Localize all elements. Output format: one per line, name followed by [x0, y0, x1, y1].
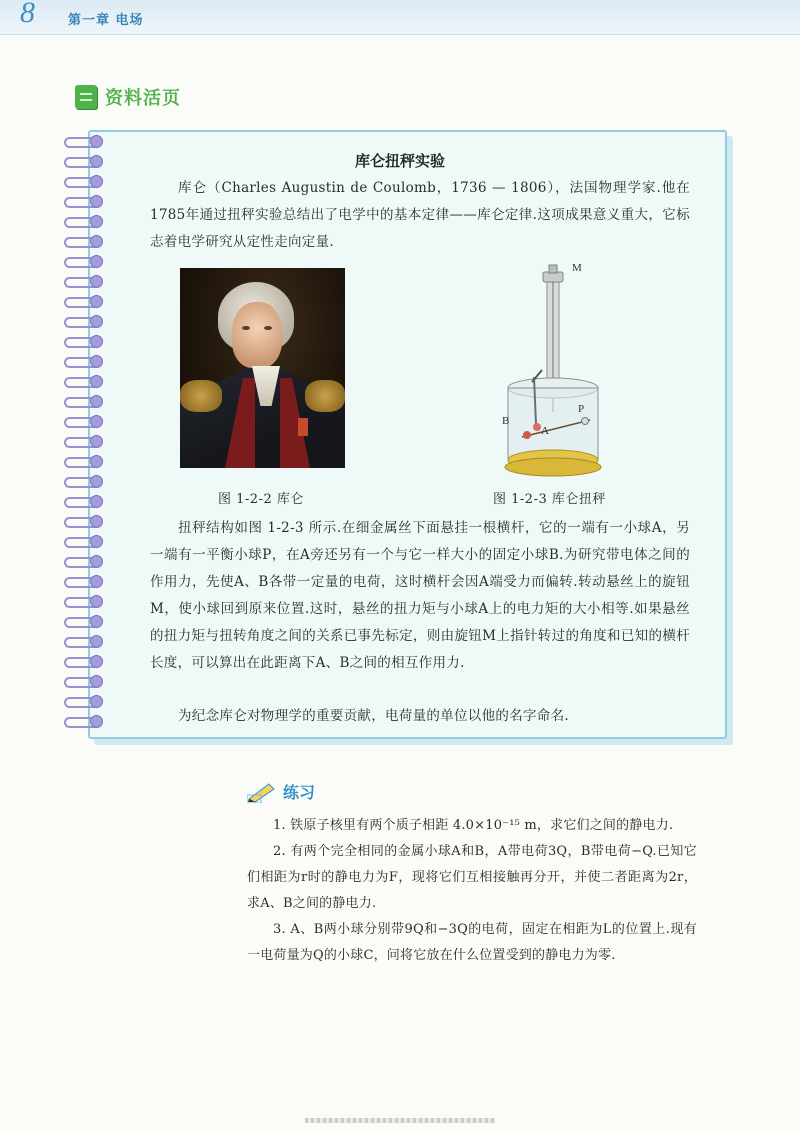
binding-ring	[60, 293, 112, 308]
binding-ring	[60, 213, 112, 228]
binding-ring	[60, 353, 112, 368]
page-header	[0, 0, 800, 35]
binding-ring	[60, 433, 112, 448]
binding-ring	[60, 393, 112, 408]
exercise-list	[247, 813, 697, 969]
section-tag	[75, 84, 181, 110]
binding-ring	[60, 373, 112, 388]
pencil-icon	[247, 781, 277, 803]
binding-ring	[60, 693, 112, 708]
binding-ring	[60, 633, 112, 648]
binding-ring	[60, 453, 112, 468]
label-p: P	[578, 403, 585, 415]
figure-caption-apparatus: 图 1-2-3 库仑扭秤	[493, 492, 606, 507]
footer-strip	[305, 1118, 495, 1123]
spiral-binding	[60, 133, 112, 733]
binding-ring	[60, 713, 112, 728]
section-tag-label: 资料活页	[105, 88, 181, 109]
binding-ring	[60, 313, 112, 328]
binding-ring	[60, 493, 112, 508]
binding-ring	[60, 233, 112, 248]
binding-ring	[60, 553, 112, 568]
binding-ring	[60, 273, 112, 288]
chapter-title: 第一章 电场	[68, 13, 144, 28]
exercise-item: 3. A、B两小球分别带9Q和−3Q的电荷，固定在相距为L的位置上.现有一电荷量为Q的小球C，问将它放在什么位置受到的静电力为零.	[247, 922, 697, 963]
binding-ring	[60, 333, 112, 348]
binding-ring	[60, 413, 112, 428]
note-paragraph: 为纪念库仑对物理学的重要贡献，电荷量的单位以他的名字命名.	[178, 708, 569, 724]
exercise-header	[247, 780, 315, 803]
binding-ring	[60, 173, 112, 188]
label-m: M	[572, 262, 582, 274]
page-number: 8	[20, 0, 35, 29]
label-b: B	[502, 415, 510, 427]
figure-caption-portrait: 图 1-2-2 库仑	[218, 492, 304, 507]
exercise-item: 2. 有两个完全相同的金属小球A和B，A带电荷3Q，B带电荷−Q.已知它们相距为r时的静电力为F，现将它们互相接触再分开，并使二者距离为2r，求A、B之间的静电力.	[247, 844, 697, 911]
exercise-label: 练习	[283, 783, 316, 802]
article-title: 库仑扭秤实验	[354, 152, 445, 170]
binding-ring	[60, 253, 112, 268]
binding-ring	[60, 653, 112, 668]
binding-ring	[60, 513, 112, 528]
binding-ring	[60, 133, 112, 148]
binding-ring	[60, 613, 112, 628]
binding-ring	[60, 533, 112, 548]
coulomb-portrait	[180, 268, 345, 468]
intro-paragraph: 库仑（Charles Augustin de Coulomb，1736 — 1806），法国物理学家.他在1785年通过扭秤实验总结出了电学中的基本定律——库仑定律.这项成果意义重大，它标志着电学研究从定性走向定量.	[150, 180, 690, 250]
binding-ring	[60, 193, 112, 208]
binding-ring	[60, 573, 112, 588]
label-a: A	[541, 425, 549, 437]
exercise-item: 1. 铁原子核里有两个质子相距 4.0×10⁻¹⁵ m，求它们之间的静电力.	[273, 818, 674, 833]
binding-ring	[60, 473, 112, 488]
binding-ring	[60, 673, 112, 688]
torsion-balance-illustration	[500, 262, 620, 482]
binding-ring	[60, 593, 112, 608]
document-icon	[75, 85, 97, 109]
body-paragraph: 扭秤结构如图 1-2-3 所示.在细金属丝下面悬挂一根横杆，它的一端有一小球A，另一端有一平衡小球P，在A旁还另有一个与它一样大小的固定小球B.为研究带电体之间的作用力，先使A、B各带一定量的电荷，这时横杆会因A端受力而偏转.转动悬丝上的旋钮M，使小球回到原来位置.这时，悬丝的扭力矩与小球A上的电力矩的大小相等.如果悬丝的扭力矩与扭转角度之间的关系已事先标定，则由旋钮M上指针转过的角度和已知的横杆长度，可以算出在此距离下A、B之间的相互作用力.	[150, 520, 690, 671]
